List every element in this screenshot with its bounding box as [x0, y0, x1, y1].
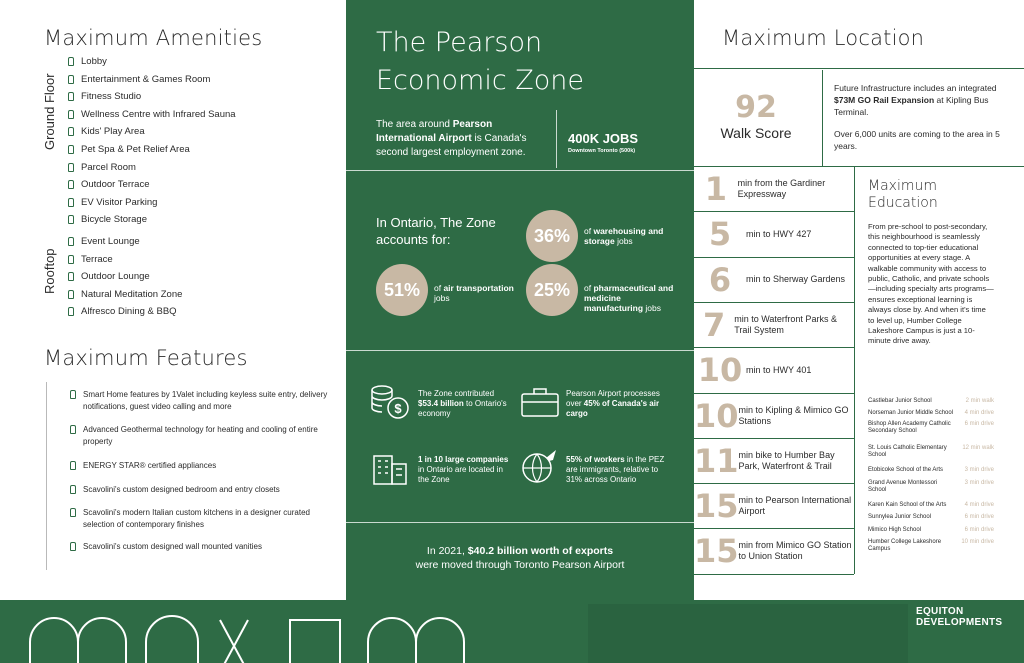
fact-workers: 55% of workers in the PEZ are immigrants, relative to 31% across Ontario	[566, 455, 665, 484]
divider	[694, 574, 854, 575]
maxim-wordmark-logo	[28, 612, 498, 663]
amenity-icon	[68, 57, 74, 66]
school-row	[868, 421, 994, 435]
amenity-icon	[68, 237, 74, 246]
school-name: Karen Kain School of the Arts	[868, 502, 947, 508]
features-title: Maximum Features	[44, 346, 248, 370]
school-distance: 4 min drive	[964, 502, 994, 508]
location-row	[694, 211, 854, 256]
school-distance: 10 min drive	[961, 539, 994, 545]
amenity-icon	[68, 215, 74, 224]
location-row	[694, 302, 854, 347]
jobs-stat: 400K JOBS	[568, 131, 639, 146]
location-desc: min from Mimico GO Station to Union Station	[738, 540, 852, 562]
amenity-item	[68, 162, 136, 173]
school-distance: 6 min drive	[964, 527, 994, 533]
divider	[346, 350, 694, 351]
feature-icon	[70, 542, 76, 551]
amenity-icon	[68, 198, 74, 207]
school-row	[868, 527, 994, 534]
divider	[694, 68, 1024, 69]
amenity-item	[68, 236, 140, 247]
fact-companies: 1 in 10 large companies in Ontario are located in the Zone	[418, 455, 509, 484]
location-minutes: 11	[694, 441, 739, 480]
feature-icon	[70, 425, 76, 434]
school-row	[868, 445, 994, 459]
amenity-label: Wellness Centre with Infrared Sauna	[81, 108, 236, 120]
divider	[854, 166, 855, 574]
amenity-item	[68, 306, 177, 317]
school-name: Sunnylea Junior School	[868, 514, 932, 520]
amenity-icon	[68, 307, 74, 316]
feature-label: ENERGY STAR® certified appliances	[83, 461, 217, 470]
school-distance: 12 min walk	[962, 445, 994, 451]
coins-dollar-icon	[370, 384, 410, 420]
amenity-item	[68, 109, 236, 120]
school-name: St. Louis Catholic Elementary School	[868, 445, 947, 458]
school-name: Humber College Lakeshore Campus	[868, 539, 942, 552]
location-row	[694, 393, 854, 438]
equiton-logo: EQUITON DEVELOPMENTS	[916, 606, 1003, 628]
ontario-heading: In Ontario, The Zone accounts for:	[376, 215, 496, 247]
infrastructure-note: Future Infrastructure includes an integrated $73M GO Rail Expansion at Kipling Bus Terminal.	[834, 83, 997, 117]
location-row	[694, 257, 854, 302]
feature-label: Advanced Geothermal technology for heating and cooling of entire property	[83, 425, 318, 446]
divider	[556, 110, 557, 168]
amenity-icon	[68, 110, 74, 119]
rooftop-label: Rooftop	[42, 248, 57, 294]
cargo-case-icon	[520, 386, 560, 418]
jobs-sub: Downtown Toronto (500k)	[568, 148, 636, 154]
amenity-icon	[68, 163, 74, 172]
feature-item	[70, 460, 330, 472]
amenity-icon	[68, 145, 74, 154]
amenity-item	[68, 144, 190, 155]
feature-item	[70, 541, 330, 553]
school-name: Mimico High School	[868, 527, 922, 533]
fact-cargo: Pearson Airport processes over 45% of Canada's air cargo	[566, 389, 660, 418]
zone-intro: The area around Pearson International Airport is Canada's second largest employment zone.	[376, 119, 527, 158]
percent-51-circle: 51%	[376, 264, 428, 316]
amenity-label: Parcel Room	[81, 161, 136, 173]
left-column	[0, 0, 346, 600]
location-row	[694, 166, 854, 211]
school-name: Norseman Junior Middle School	[868, 410, 954, 416]
amenity-label: Natural Meditation Zone	[81, 288, 183, 300]
amenity-icon	[68, 180, 74, 189]
school-row	[868, 502, 994, 509]
divider	[346, 522, 694, 523]
amenity-item	[68, 289, 182, 300]
feature-icon	[70, 508, 76, 517]
education-title: Maximum Education	[868, 178, 938, 211]
feature-icon	[70, 485, 76, 494]
location-minutes: 6	[708, 260, 732, 299]
amenity-icon	[68, 127, 74, 136]
percent-36-text: of warehousing and storage jobs	[584, 226, 664, 246]
walk-score-number: 92	[735, 90, 777, 125]
school-row	[868, 539, 994, 553]
location-row	[694, 528, 854, 573]
divider	[346, 170, 694, 171]
amenity-label: Kids' Play Area	[81, 126, 145, 138]
feature-icon	[70, 461, 76, 470]
amenity-label: Entertainment & Games Room	[81, 73, 211, 85]
feature-item	[70, 424, 330, 448]
percent-25-circle: 25%	[526, 264, 578, 316]
amenity-label: Pet Spa & Pet Relief Area	[81, 144, 190, 155]
amenity-label: Fitness Studio	[81, 91, 142, 103]
svg-text:$: $	[394, 401, 402, 416]
location-minutes: 7	[702, 305, 726, 344]
school-distance: 3 min drive	[964, 467, 994, 473]
amenities-title: Maximum Amenities	[44, 26, 263, 50]
feature-label: Smart Home features by 1Valet including keyless suite entry, delivery notifications, guest video calling and more	[83, 390, 328, 411]
location-desc: min to HWY 401	[746, 364, 812, 375]
location-desc: min bike to Humber Bay Park, Waterfront & Trail	[738, 449, 835, 471]
amenity-item	[68, 197, 157, 208]
percent-51-text: of air transportation jobs	[434, 283, 514, 303]
amenity-icon	[68, 255, 74, 264]
amenity-label: Alfresco Dining & BBQ	[81, 306, 177, 318]
school-row	[868, 398, 994, 405]
feature-label: Scavolini's modern Italian custom kitchens in a designer curated selection of contemporary finishes	[83, 508, 310, 529]
location-row	[694, 347, 854, 392]
feature-icon	[70, 390, 76, 399]
education-body: From pre-school to post-secondary, this neighbourhood is seamlessly connected to top-tier educational opportunities at every stage. A walkable community with access to public, Catholic, and private schools—including specialty arts programs—ensures exceptional learning is always close by. And when it's time to level up, Humber College Lakeshore Campus is just a 10-minute drive away.	[868, 222, 994, 346]
feature-item	[70, 484, 330, 496]
location-minutes: 10	[694, 396, 739, 435]
amenity-item	[68, 254, 113, 265]
amenity-icon	[68, 272, 74, 281]
office-building-icon	[372, 450, 408, 486]
feature-label: Scavolini's custom designed wall mounted vanities	[83, 542, 262, 551]
location-desc: min from the Gardiner Expressway	[737, 178, 826, 199]
location-minutes: 1	[704, 170, 727, 208]
location-desc: min to Sherway Gardens	[746, 274, 846, 285]
ground-floor-label: Ground Floor	[42, 73, 57, 150]
location-desc: min to HWY 427	[746, 228, 812, 239]
amenity-item	[68, 56, 107, 67]
school-name: Grand Avenue Montessori School	[868, 480, 938, 493]
amenity-item	[68, 214, 147, 225]
feature-item	[70, 389, 330, 413]
school-distance: 3 min drive	[964, 480, 994, 486]
location-desc: min to Pearson International Airport	[738, 495, 852, 517]
amenity-label: Bicycle Storage	[81, 214, 148, 226]
feature-item	[70, 507, 330, 531]
location-minutes: 15	[694, 532, 739, 571]
divider	[822, 70, 823, 166]
units-note: Over 6,000 units are coming to the area in 5 years.	[834, 129, 1000, 151]
location-minutes: 15	[694, 487, 739, 526]
school-distance: 6 min drive	[964, 514, 994, 520]
feature-label: Scavolini's custom designed bedroom and entry closets	[83, 485, 280, 494]
globe-plane-icon	[520, 446, 560, 486]
divider	[854, 166, 1024, 167]
school-row	[868, 480, 994, 494]
school-name: Castlebar Junior School	[868, 398, 932, 404]
economic-zone-panel	[346, 0, 694, 600]
location-minutes: 5	[708, 215, 732, 254]
footer-band	[0, 600, 1024, 663]
amenity-label: Terrace	[81, 253, 113, 265]
amenity-label: Event Lounge	[81, 236, 140, 247]
school-name: Bishop Allen Academy Catholic Secondary School	[868, 421, 951, 434]
fact-economy: The Zone contributed $53.4 billion to Ontario's economy	[418, 389, 507, 418]
amenity-item	[68, 179, 149, 190]
amenity-item	[68, 126, 145, 137]
school-name: Etobicoke School of the Arts	[868, 467, 944, 473]
school-row	[868, 514, 994, 521]
amenity-label: EV Visitor Parking	[81, 196, 158, 208]
location-minutes: 10	[697, 351, 743, 390]
school-distance: 4 min drive	[964, 410, 994, 416]
location-title: Maximum Location	[722, 26, 925, 50]
amenity-icon	[68, 75, 74, 84]
amenity-icon	[68, 92, 74, 101]
amenity-label: Outdoor Lounge	[81, 271, 150, 283]
amenity-item	[68, 91, 141, 102]
amenity-item	[68, 271, 150, 282]
zone-title: The Pearson Economic Zone	[376, 27, 585, 96]
percent-25-text: of pharmaceutical and medicine manufacturing jobs	[584, 283, 674, 313]
footer-shade	[588, 604, 908, 663]
school-distance: 6 min drive	[964, 421, 994, 427]
features-divider	[46, 382, 47, 570]
amenity-label: Lobby	[81, 56, 107, 67]
amenity-label: Outdoor Terrace	[81, 179, 150, 191]
school-row	[868, 467, 994, 474]
walk-score-label: Walk Score	[720, 125, 792, 141]
percent-36-circle: 36%	[526, 210, 578, 262]
location-row	[694, 483, 854, 528]
location-desc: min to Waterfront Parks & Trail System	[734, 313, 837, 335]
location-row	[694, 438, 854, 483]
school-distance: 2 min walk	[965, 398, 994, 404]
location-desc: min to Kipling & Mimico GO Stations	[738, 404, 849, 426]
amenity-icon	[68, 290, 74, 299]
school-row	[868, 410, 994, 417]
export-note: In 2021, $40.2 billion worth of exports were moved through Toronto Pearson Airport	[415, 545, 625, 571]
amenity-item	[68, 74, 210, 85]
